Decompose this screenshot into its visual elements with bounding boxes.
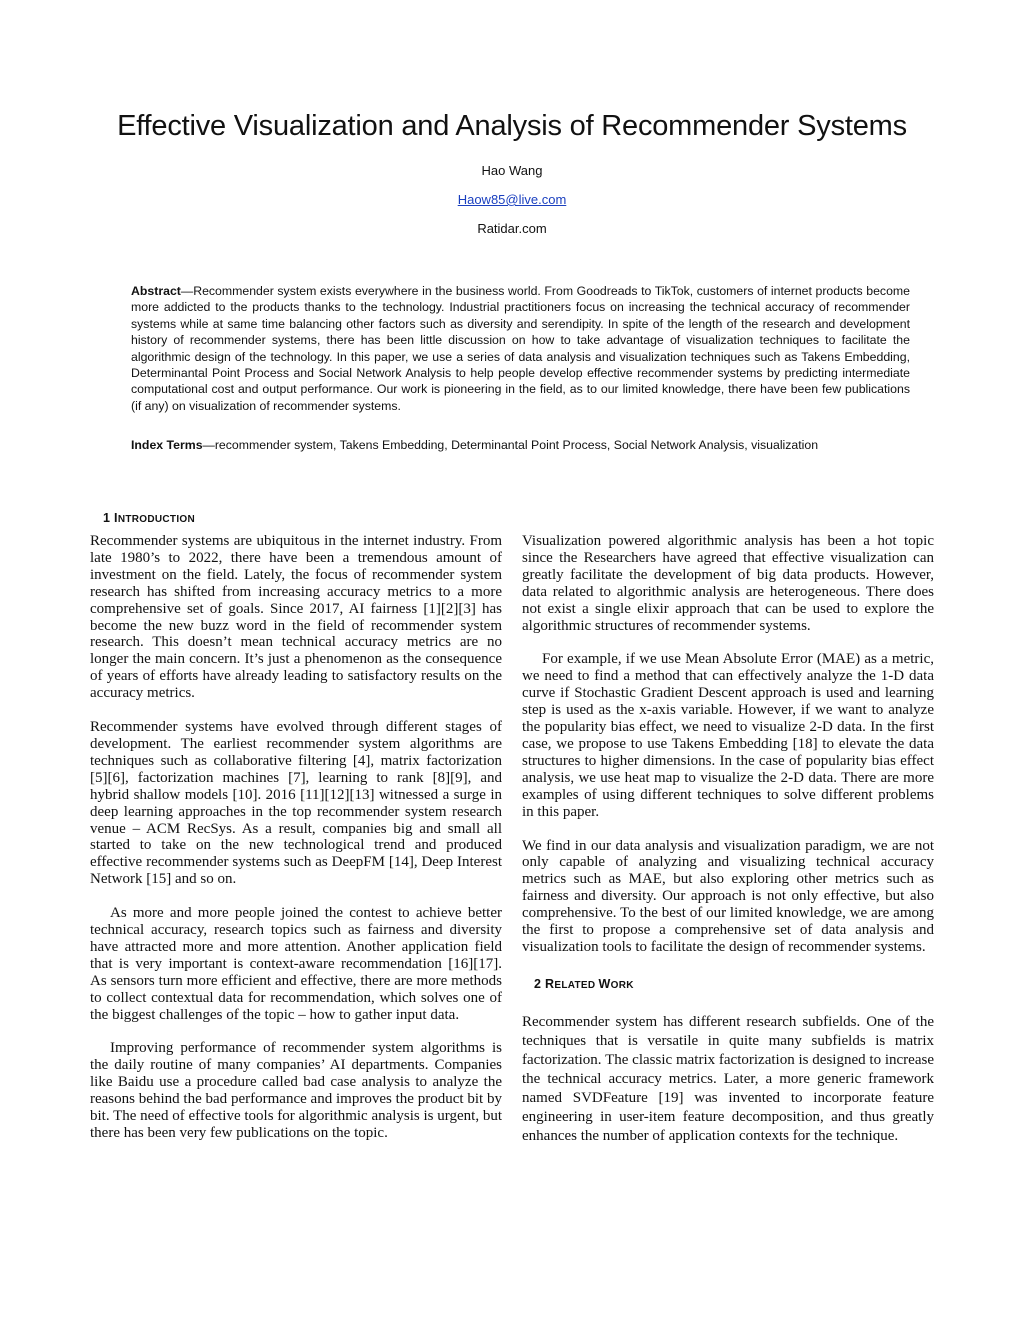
right-column [522, 533, 934, 1146]
paper-title: Effective Visualization and Analysis of Recommender Systems [117, 110, 907, 142]
author-affiliation: Ratidar.com [477, 221, 547, 236]
intro-paragraph-2: Recommender systems have evolved through different stages of development. The earliest recommender system algorithms are techniques such as collaborative filtering [4], matrix factorization [5][6], factorization machines [7], learning to rank [8][9], and hybrid shallow models [10]. 2016 [11][12][13] witnessed a surge in deep learning approaches in the top recommender system research venue – ACM RecSys. As a result, companies big and small all started to take on the new technological trend and produced effective recommender systems such as DeepFM [14], Deep Interest Network [15] and so on. [90, 719, 502, 888]
author-email-link[interactable]: Haow85@live.com [457, 192, 567, 207]
related-work-paragraph-1: Recommender system has different research subfields. One of the techniques that is versatile in quite many subfields is matrix factorization. The classic matrix factorization is designed to increase the technical accuracy metrics. Later, a more generic framework named SVDFeature [19] was invented to incorporate feature engineering in user-item feature decomposition, and thus greatly enhances the number of application contexts for the technique. [522, 1013, 934, 1144]
section-heading-introduction: 1 INTRODUCTION [103, 511, 195, 525]
abstract [131, 283, 910, 414]
author-email [0, 192, 1024, 207]
section-heading-related-work: 2 RELATED WORK [534, 976, 634, 991]
intro-paragraph-4: Improving performance of recommender system algorithms is the daily routine of many companies’ AI departments. Companies like Baidu use a procedure called bad case analysis to analyze the reasons behind the bad performance and improves the product bit by bit. The need of effective tools for algorithmic analysis is urgent, but there has been very few publications on the topic. [90, 1040, 502, 1141]
intro-paragraph-1: Recommender systems are ubiquitous in the internet industry. From late 1980’s to 2022, there have been a tremendous amount of investment on the field. Lately, the focus of recommender system research has shifted from increasing accuracy metrics to a more comprehensive set of goals. Since 2017, AI fairness [1][2][3] has become the new buzz word in the field of recommender system research. This doesn’t mean technical accuracy metrics are no longer the main concern. It’s just a phenomenon as the consequence of years of efforts have already leading to satisfactory results on the accuracy metrics. [90, 533, 502, 702]
abstract-text: —Recommender system exists everywhere in the business world. From Goodreads to TikTok, customers of internet products become more addicted to the products thanks to the technology. Industrial practitioners focus on increasing the technical accuracy of recommender systems while at same time balancing other factors such as diversity and serendipity. In spite of the length of the research and development history of recommender systems, there has been little discussion on how to take advantage of visualization techniques to facilitate the algorithmic design of the technology. In this paper, we use a series of data analysis and visualization techniques such as Takens Embedding, Determinantal Point Process and Social Network Analysis to help people develop effective recommender systems by predicting intermediate computational cost and output performance. Our work is pioneering in the field, as to our limited knowledge, there have been few publications (if any) on visualization of recommender systems. [131, 284, 910, 413]
intro-paragraph-3: As more and more people joined the contest to achieve better technical accuracy, research topics such as fairness and diversity have attracted more and more attention. Another application field that is very important is context-aware recommendation [16][17]. As sensors turn more efficient and effective, there are more methods to collect contextual data for recommendation, which solves one of the biggest challenges of the topic – how to gather input data. [90, 905, 502, 1023]
left-column [90, 533, 502, 1142]
intro-paragraph-5: Visualization powered algorithmic analysis has been a hot topic since the Researchers have agreed that effective visualization can greatly facilitate the development of big data products. However, data related to algorithmic analysis are heterogeneous. There does not exist a single elixir approach that can be used to explore the algorithmic structures of recommender systems. [522, 533, 934, 634]
index-terms [131, 437, 910, 453]
intro-paragraph-7: We find in our data analysis and visualization paradigm, we are not only capable of analyzing and visualizing technical accuracy metrics such as MAE, but also exploring other metrics such as fairness and diversity. Our approach is not only effective, but also comprehensive. To the best of our limited knowledge, we are among the first to propose a comprehensive set of data analysis and visualization tools to facilitate the design of recommender systems. [522, 837, 934, 955]
intro-paragraph-6: For example, if we use Mean Absolute Error (MAE) as a metric, we need to find a method that can effectively analyze the 1-D data curve if Stochastic Gradient Descent approach is used and learning step is used as the x-axis variable. However, if we want to analyze the popularity bias effect, we need to visualize 2-D data. In the first case, we propose to use Takens Embedding [18] to elevate the data structures to higher dimensions. In the case of popularity bias effect analysis, we use heat map to visualize the 2-D data. There are more examples of using different techniques to solve different problems in this paper. [522, 651, 934, 820]
index-terms-text: —recommender system, Takens Embedding, Determinantal Point Process, Social Network Analysis, visualization [202, 438, 819, 452]
author-name: Hao Wang [481, 163, 543, 178]
index-terms-label: Index Terms [131, 438, 203, 452]
abstract-label: Abstract [131, 284, 181, 298]
